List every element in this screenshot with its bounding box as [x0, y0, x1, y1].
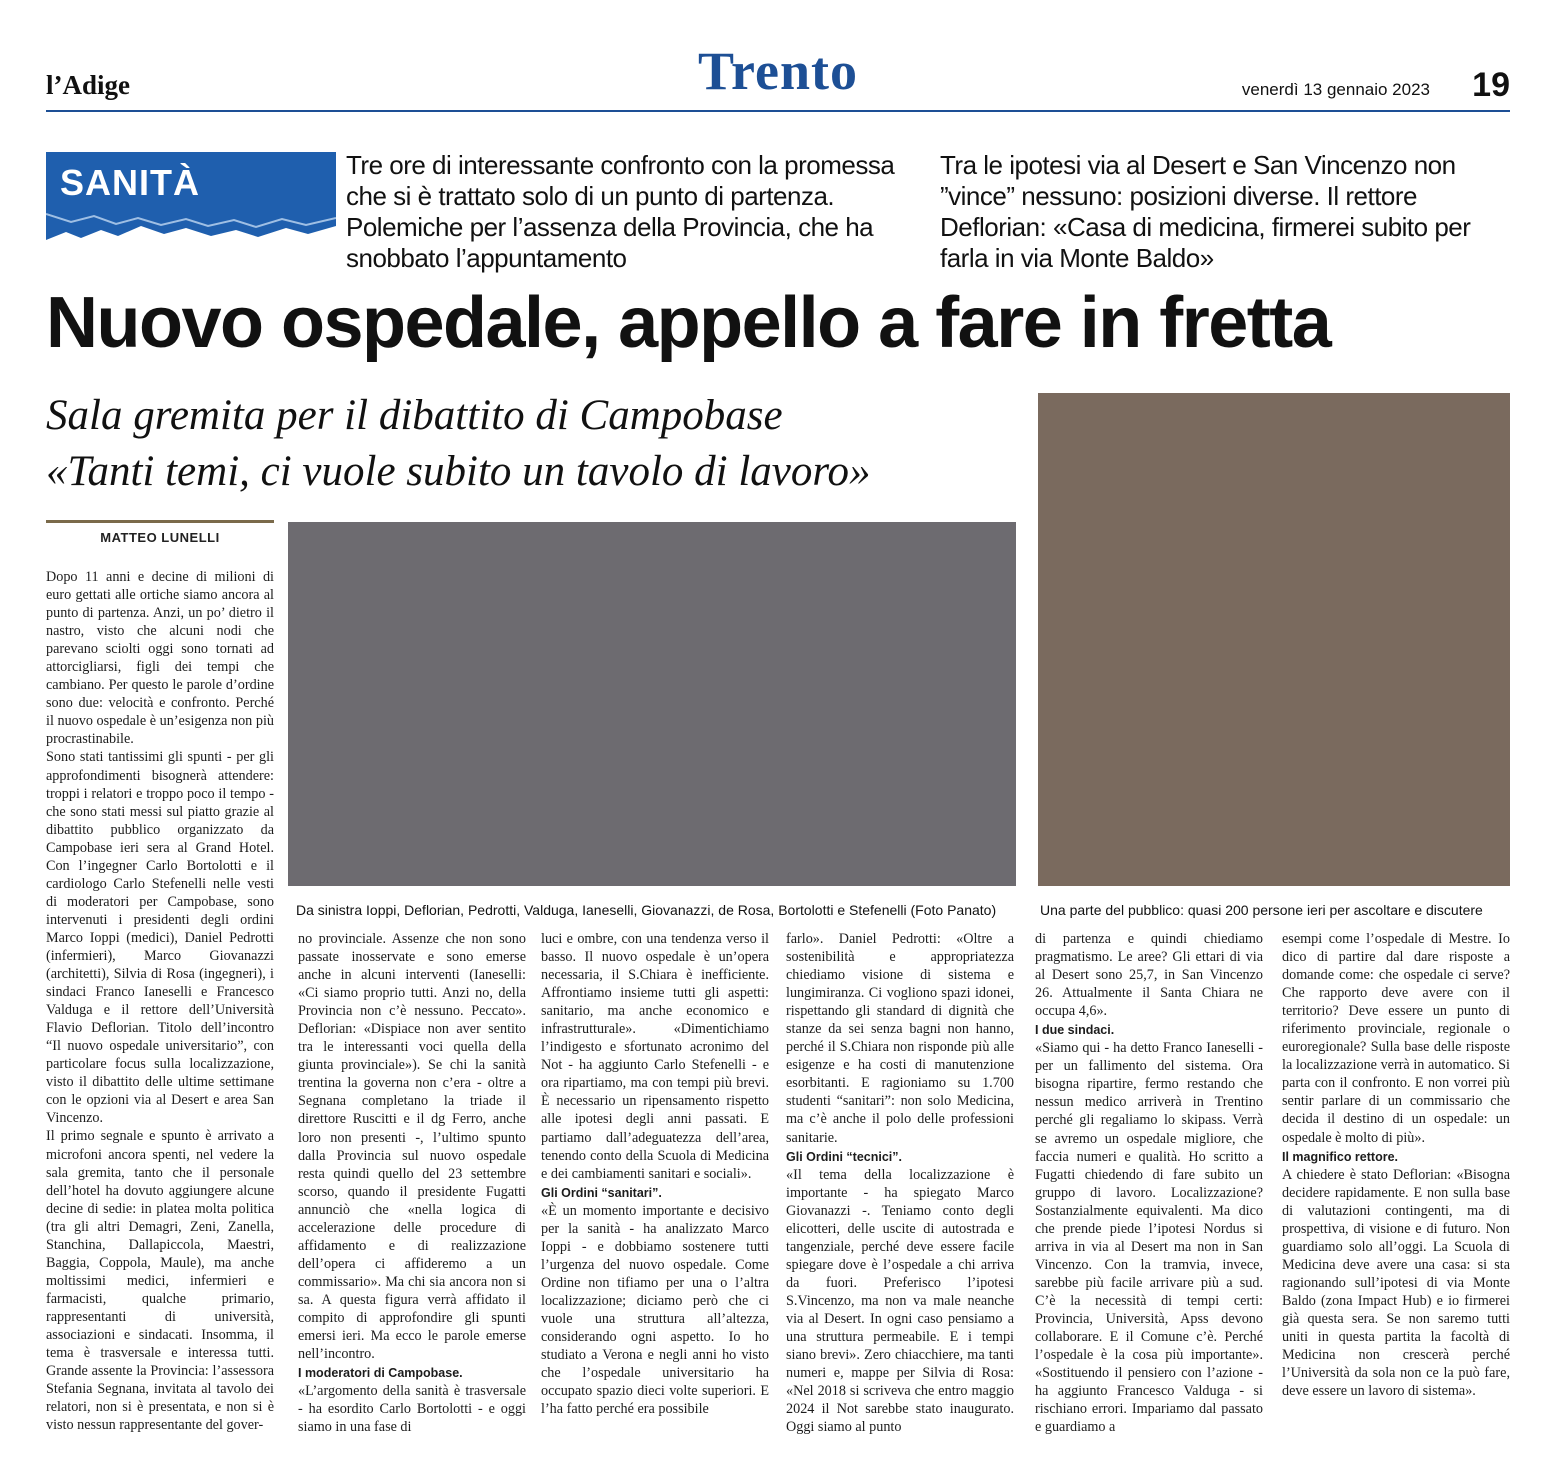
subsection-heading: Gli Ordini “tecnici”. — [786, 1149, 902, 1164]
paragraph: esempi come l’ospedale di Mestre. Io dico di partire dal dare risposte a domande come: che ospedale ci serve? Che rapporto deve avere con il territorio? Deve essere un punto di riferimento provinciale, regionale o euroregionale? Sulla base delle risposte la localizzazione verrà in automatico. Si parta con il confronto. E non vorrei più sentir parlare di un commissario che decida il destino di un ospedale: un ospedale è molto di più». — [1282, 931, 1510, 1146]
panel-photo — [288, 522, 1016, 886]
article-column-3 — [541, 930, 769, 1418]
rubric-label: SANITÀ — [60, 162, 200, 203]
headline: Nuovo ospedale, appello a fare in fretta — [46, 283, 1331, 363]
subsection-heading: I moderatori di Campobase. — [298, 1366, 463, 1381]
paragraph: Sono stati tantissimi gli spunti - per gli approfondimenti bisognerà attendere: troppi i relatori e troppo poco il tempo - che sono stati messi sul piatto grazie al dibattito pubblico organizzato da Campobase ieri sera al Grand Hotel. Con l’ingegner Carlo Bortolotti e il cardiologo Carlo Stefenelli nelle vesti di moderatori per Campobase, sono intervenuti i presidenti degli ordini Marco Ioppi (medici), Daniel Pedrotti (infermieri), Marco Giovanazzi (architetti), Silvia di Rosa (ingegneri), i sindaci Franco Ianeselli e Francesco Valduga e il rettore dell’Università Flavio Deflorian. Titolo dell’incontro “Il nuovo ospedale universitario”, con particolare focus sulla localizzazione, visto il dibattito delle ultime settimane con le opzioni via al Desert e area San Vincenzo. — [46, 749, 274, 1127]
newspaper-logo: l’Adige — [46, 70, 130, 100]
audience-photo-caption: Una parte del pubblico: quasi 200 persone ieri per ascoltare e discutere — [1040, 902, 1483, 918]
paragraph: luci e ombre, con una tendenza verso il basso. Il nuovo ospedale è un’opera necessaria, il S.Chiara è inefficiente. Affrontiamo insieme tutti gli aspetti: sanitario, ma anche economico e infrastrutturale». «Dimentichiamo l’indigesto e sfortunato acronimo del Not - ha aggiunto Carlo Stefenelli - e ora ripartiamo, ma con tempi più brevi. È necessario un ripensamento rispetto alle ipotesi degli anni passati. E partiamo dall’adeguatezza dell’area, tenendo conto della Scuola di Medicina e dei cambiamenti sanitari e sociali». — [541, 931, 769, 1182]
masthead — [46, 0, 1510, 118]
paragraph: «L’argomento della sanità è trasversale - ha esordito Carlo Bortolotti - e oggi siamo in una fase di — [298, 1383, 526, 1436]
subsection-heading: I due sindaci. — [1035, 1023, 1115, 1038]
page-number: 19 — [1472, 66, 1510, 104]
paragraph: di partenza e quindi chiediamo pragmatismo. Le aree? Gli ettari di via al Desert sono 25,7, in San Vincenzo 26. Attualmente il Santa Chiara ne occupa 4,6». — [1035, 931, 1263, 1020]
paragraph: A chiedere è stato Deflorian: «Bisogna decidere rapidamente. E non sulla base di valutazioni contingenti, ma di prospettiva, di visione e di futuro. Non guardiamo solo all’oggi. La Scuola di Medicina deve avere una casa: si sta ragionando sull’ipotesi di via Monte Baldo (zona Impact Hub) e io firmerei già questa sera. Se non saremo tutti uniti in questa partita la facoltà di Medicina non crescerà perché l’Università da sola non ce la può fare, deve essere un lavoro di sistema». — [1282, 1166, 1510, 1400]
article-column-5 — [1035, 930, 1263, 1436]
article-column-1 — [46, 568, 274, 1434]
subheadline-2: «Tanti temi, ci vuole subito un tavolo di lavoro» — [46, 448, 871, 495]
article-column-2 — [298, 930, 526, 1436]
paragraph: «È un momento importante e decisivo per la sanità - ha analizzato Marco Ioppi - e dobbiamo sostenere tutti l’urgenza del nuovo ospedale. Come Ordine non tifiamo per una o l’altra localizzazione; diciamo però che ci vuole una struttura all’altezza, considerando ogni aspetto. Io ho studiato a Verona e negli anni ho visto che l’ospedale universitario ha occupato spazio dieci volte superiori. E l’ha fatto perché era possibile — [541, 1202, 769, 1418]
kicker-left: Tre ore di interessante confronto con la promessa che si è trattato solo di un punto di partenza. Polemiche per l’assenza della Provincia, che ha snobbato l’appuntamento — [346, 150, 895, 273]
article-column-4 — [786, 930, 1014, 1436]
section-rubric — [46, 152, 336, 240]
subsection-heading: Il magnifico rettore. — [1282, 1149, 1398, 1164]
issue-date: venerdì 13 gennaio 2023 — [1241, 80, 1430, 99]
subheadline-1: Sala gremita per il dibattito di Campobase — [46, 392, 783, 439]
kicker-right: Tra le ipotesi via al Desert e San Vincenzo non ”vince” nessuno: posizioni diverse. Il rettore Deflorian: «Casa di medicina, firmerei subito per farla in via Monte Baldo» — [940, 150, 1471, 273]
paragraph: Il primo segnale e spunto è arrivato a microfoni ancora spenti, nel vedere la sala gremita, tanto che il personale dell’hotel ha dovuto aggiungere alcune decine di sedie: in platea molta politica (tra gli altri Demagri, Zeni, Zanella, Stanchina, Dallapiccola, Maestri, Baggia, Coppola, Maule), ma anche moltissimi medici, infermieri e farmacisti, qualche primario, rappresentanti di università, associazioni e sindacati. Insomma, il tema è trasversale e interessa tutti. Grande assente la Provincia: l’assessora Stefania Segnana, invitata al tavolo dei relatori, non si è presentata, e non si è visto nessun rappresentante del gover- — [46, 1128, 274, 1434]
article-column-6 — [1282, 930, 1510, 1400]
subsection-heading: Gli Ordini “sanitari”. — [541, 1185, 662, 1200]
paragraph: no provinciale. Assenze che non sono passate inosservate e sono emerse anche in alcuni interventi (Ianeselli: «Ci siamo proprio tutti. Anzi no, della Provincia non c’è nessuno. Peccato». Deflorian: «Dispiace non aver sentito tra le interessanti voci quella della giunta provinciale»). Se chi la sanità trentina la governa non c’era - oltre a Segnana completano la triade il direttore Ruscitti e il dg Ferro, anche loro non presenti -, l’ultimo spunto dalla Provincia sul nuovo ospedale resta quindi quello del 23 settembre scorso, quando il presidente Fugatti annunciò che «nella logica di accelerazione delle procedure di affidamento e di realizzazione dell’opera ci affideremo a un commissario». Ma chi sia ancora non si sa. A questa figura verrà affidato il compito di approfondire gli spunti emersi ieri. Ma ecco le parole emerse nell’incontro. — [298, 931, 526, 1363]
paragraph: Dopo 11 anni e decine di milioni di euro gettati alle ortiche siamo ancora al punto di partenza. Anzi, un po’ dietro il nastro, visto che alcuni nodi che parevano sciolti oggi sono tornati ad attorcigliarsi, figli dei tempi che cambiano. Per questo le parole d’ordine sono due: velocità e confronto. Perché il nuovo ospedale è un’esigenza non più procrastinabile. — [46, 569, 274, 748]
paragraph: «Siamo qui - ha detto Franco Ianeselli - per un fallimento del sistema. Ora bisogna ripartire, fermo restando che nessun medico arriverà in Trentino perché gli regaliamo lo skipass. Verrà se avremo un ospedale migliore, che faccia numeri e qualità. Ho scritto a Fugatti chiedendo di fare subito un gruppo di lavoro. Localizzazione? Sostanzialmente equivalenti. Ma dico che prende piede l’ipotesi Nordus si arriva in via al Desert ma non in San Vincenzo. Con la tramvia, invece, sarebbe più facile arrivare più a sud. C’è la necessità di tempi certi: Provincia, Università, Apss devono collaborare. E il Comune c’è. Perché l’ospedale è la cosa più importante». «Sostituendo il pensiero con l’azione - ha aggiunto Francesco Valduga - si rischiano errori. Impariamo dal passato e guardiamo a — [1035, 1040, 1263, 1436]
byline: MATTEO LUNELLI — [100, 530, 220, 545]
byline-rule — [46, 520, 274, 523]
panel-photo-caption: Da sinistra Ioppi, Deflorian, Pedrotti, Valduga, Ianeselli, Giovanazzi, de Rosa, Bortolotti e Stefenelli (Foto Panato) — [296, 902, 997, 918]
paragraph: «Il tema della localizzazione è importante - ha spiegato Marco Giovanazzi -. Teniamo conto degli elicotteri, delle uscite di autostrada e tangenziale, perché deve essere facile spiegare dove è l’ospedale a chi arriva da fuori. Preferisco l’ipotesi S.Vincenzo, ma non va male neanche via al Desert. In ogni caso pensiamo a una struttura permeabile. E i tempi siano brevi». Zero chiacchiere, ma tanti numeri e, mappe per Silvia di Rosa: «Nel 2018 si scriveva che entro maggio 2024 il Not sarebbe stato inaugurato. Oggi siamo al punto — [786, 1166, 1014, 1436]
masthead-rule — [46, 110, 1510, 112]
paragraph: farlo». Daniel Pedrotti: «Oltre a sostenibilità e appropriatezza chiediamo visione di sistema e lungimiranza. Ci vogliono spazi idonei, rispettando gli standard di dignità che stanze da sei senza bagni non hanno, perché il S.Chiara non risponde più alle esigenze e ha costi di manutenzione esorbitanti. E ragioniamo su 1.700 studenti “sanitari”: non solo Medicina, ma c’è anche il polo delle professioni sanitarie. — [786, 931, 1014, 1146]
audience-photo — [1038, 393, 1510, 886]
section-title: Trento — [698, 41, 858, 101]
